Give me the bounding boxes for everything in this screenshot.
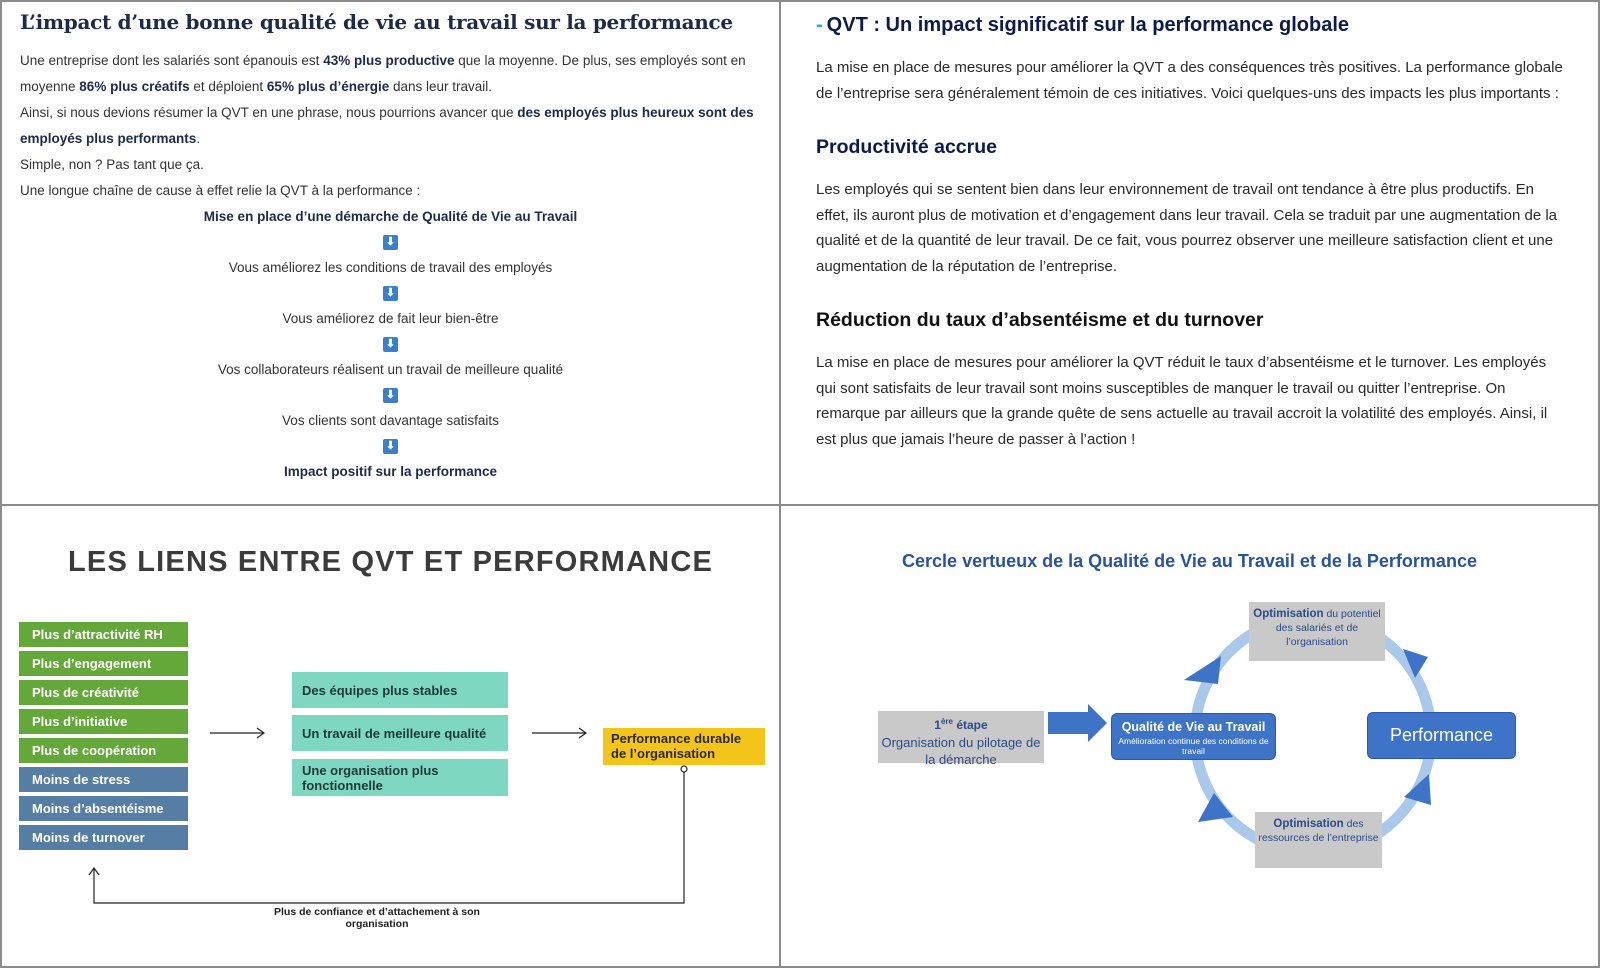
optimisation-potential-box <box>1249 602 1385 661</box>
chain-step: Vos clients sont davantage satisfaits <box>282 413 499 428</box>
optimisation-text: des ressources de l’entreprise <box>1258 818 1379 844</box>
panel-links-qvt-performance <box>2 506 779 966</box>
text-span: Une entreprise dont les salariés sont épanouis est <box>20 53 324 68</box>
chain-step: Vous améliorez de fait leur bien-être <box>282 311 499 326</box>
article-title: L’impact d’une bonne qualité de vie au travail sur la performance <box>20 10 733 34</box>
benefit-box: Plus d’initiative <box>19 709 188 734</box>
qvt-node-subtitle: Amélioration continue des conditions de travail <box>1118 736 1269 756</box>
reduction-box: Moins de turnover <box>19 825 188 850</box>
intro-paragraph: La mise en place de mesures pour améliorer la QVT a des conséquences très positives. La performance globale de l’entreprise sera généralement témoin de ces initiatives. Voici quelques-uns des impacts les plus importants : <box>816 59 1563 102</box>
step-ordinal: ère <box>940 717 953 726</box>
chain-step: Mise en place d’une démarche de Qualité de Vie au Travail <box>203 209 578 224</box>
paragraph-absenteeism: La mise en place de mesures pour améliorer la QVT réduit le taux d’absentéisme et le turnover. Les employés qui sont satisfaits de leur travail sont moins susceptibles de manquer le travail ou quitter l’entreprise. On remarque par ailleurs que la grande quête de sens actuelle au travail accroit la volatilité des employés. Ainsi, il est plus que jamais l’heure de passer à l’action ! <box>816 354 1548 448</box>
step-word: étape <box>953 718 988 732</box>
performance-result-box: Performance durable de l’organisation <box>603 728 765 765</box>
paragraph-simple: Simple, non ? Pas tant que ça. <box>20 157 204 172</box>
reduction-box: Moins d’absentéisme <box>19 796 188 821</box>
section-title <box>816 14 1564 37</box>
outcome-box: Un travail de meilleure qualité <box>292 715 508 751</box>
chain-step: Vos collaborateurs réalisent un travail de meilleure qualité <box>217 362 564 377</box>
cycle-arrowhead-icon <box>1184 656 1221 684</box>
benefit-box: Plus d’engagement <box>19 651 188 676</box>
optimisation-resources-box <box>1255 812 1382 868</box>
qvt-node-title: Qualité de Vie au Travail <box>1121 720 1266 734</box>
optimisation-label: Optimisation <box>1273 818 1344 830</box>
optimisation-text: du potentiel des salariés et de l’organisation <box>1275 608 1381 648</box>
cycle-arrowhead-icon <box>1198 793 1233 822</box>
text-span: que la moyenne. De plus, ses employés sont en moyenne <box>20 53 746 94</box>
benefit-box: Plus de coopération <box>19 738 188 763</box>
panel-qvt-global-performance <box>781 2 1598 504</box>
stat-productivity: 43% plus productive <box>323 53 455 68</box>
optimisation-label: Optimisation <box>1253 608 1324 620</box>
performance-node: Performance <box>1367 712 1516 759</box>
down-arrow-icon: ⬇ <box>383 439 398 454</box>
stat-energy: 65% plus d’énergie <box>266 79 390 94</box>
text-span: Ainsi, si nous devions résumer la QVT en une phrase, nous pourrions avancer que <box>20 105 518 120</box>
reduction-box: Moins de stress <box>19 767 188 792</box>
first-step-text: Organisation du pilotage de la démarche <box>881 735 1041 767</box>
chain-step: Vous améliorez les conditions de travail des employés <box>228 260 553 275</box>
panel-impact-qvt-article <box>2 2 779 504</box>
arrow-outcomes-to-performance <box>532 728 586 738</box>
down-arrow-icon: ⬇ <box>383 235 398 250</box>
down-arrow-icon: ⬇ <box>383 286 398 301</box>
paragraph-stats <box>20 48 761 100</box>
first-step-box <box>878 711 1044 767</box>
cause-effect-chain <box>20 204 761 485</box>
chain-step: Impact positif sur la performance <box>283 464 498 479</box>
entry-arrow-icon <box>1048 704 1107 742</box>
qvt-node <box>1111 713 1276 760</box>
paragraph-summary <box>20 100 761 152</box>
text-span: . <box>196 131 201 146</box>
title-dash: - <box>816 14 823 36</box>
feedback-loop-label: Plus de confiance et d’attachement à son organisation <box>252 906 502 930</box>
paragraph-chain-intro: Une longue chaîne de cause à effet relie la QVT à la performance : <box>20 183 421 198</box>
outcome-box: Des équipes plus stables <box>292 672 508 708</box>
benefit-box: Plus d’attractivité RH <box>19 622 188 647</box>
summary-highlight: des employés plus heureux sont des employés plus performants <box>20 105 754 146</box>
down-arrow-icon: ⬇ <box>383 388 398 403</box>
arrow-benefits-to-outcomes <box>210 728 264 738</box>
paragraph-productivity: Les employés qui se sentent bien dans leur environnement de travail ont tendance à être plus productifs. En effet, ils auront plus de motivation et d’engagement dans leur travail. Cela se traduit par une augmentation de la qualité et de la quantité de leur travail. De ce fait, vous pourrez observer une meilleure satisfaction client et une augmentation de la réputation de l’entreprise. <box>816 181 1558 275</box>
section-title-text: QVT : Un impact significatif sur la performance globale <box>826 14 1349 36</box>
first-step-label <box>878 713 1044 734</box>
down-arrow-icon: ⬇ <box>383 337 398 352</box>
diagram-title: LES LIENS ENTRE QVT ET PERFORMANCE <box>67 546 713 578</box>
step-number: 1 <box>934 718 941 732</box>
benefit-box: Plus de créativité <box>19 680 188 705</box>
outcome-box: Une organisation plus fonctionnelle <box>292 759 508 796</box>
diagram-title: Cercle vertueux de la Qualité de Vie au Travail et de la Performance <box>902 551 1477 571</box>
heading-productivity: Productivité accrue <box>816 136 997 158</box>
text-span: dans leur travail. <box>389 79 493 94</box>
article-body <box>20 48 761 204</box>
heading-absenteeism: Réduction du taux d’absentéisme et du turnover <box>816 309 1264 331</box>
stat-creativity: 86% plus créatifs <box>79 79 190 94</box>
text-span: et déploient <box>189 79 267 94</box>
panel-virtuous-circle <box>781 506 1598 966</box>
